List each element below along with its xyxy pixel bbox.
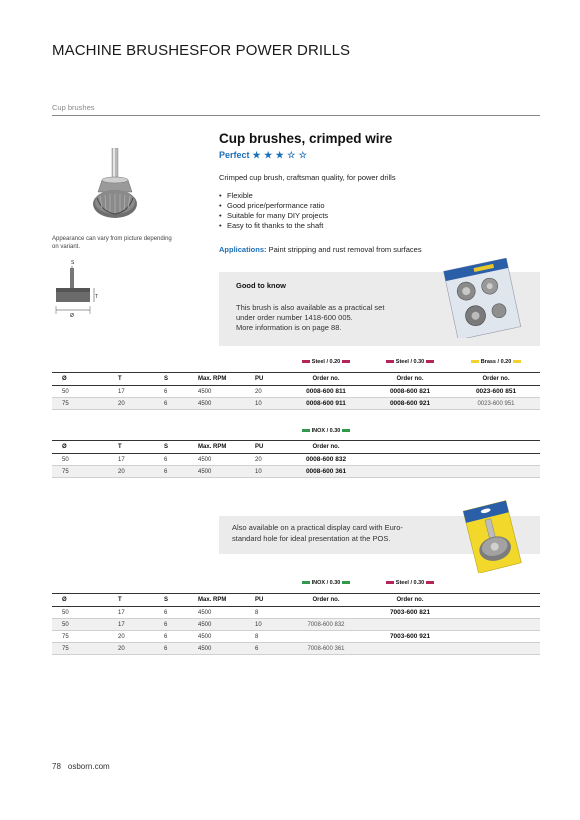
cell: 6	[164, 457, 168, 463]
col-rpm: Max. RPM	[198, 597, 227, 603]
info-line: This brush is also available as a practical set	[236, 303, 385, 312]
col-order: Order no.	[482, 376, 510, 382]
table-row	[52, 619, 540, 631]
col-pu: PU	[255, 597, 264, 603]
feature-item: • Suitable for many DIY projects	[219, 211, 328, 221]
material-steel-030: Steel / 0.30	[368, 580, 452, 586]
cell: 20	[118, 469, 125, 475]
cell: 75	[62, 634, 69, 640]
cell: 4500	[198, 401, 212, 407]
cell: 17	[118, 622, 125, 628]
order-number: 7008-600 832	[307, 622, 345, 628]
cell: 17	[118, 389, 125, 395]
cell: 4500	[198, 457, 212, 463]
order-number: 0008-600 832	[305, 456, 347, 463]
table-row	[52, 454, 540, 466]
feature-item: • Flexible	[219, 191, 328, 201]
cell: 50	[62, 389, 69, 395]
info-line: More information is on page 88.	[236, 323, 342, 332]
order-number: 0008-600 811	[306, 388, 346, 395]
order-table-3	[52, 593, 540, 655]
cell: 20	[255, 457, 262, 463]
order-table-1	[52, 372, 540, 410]
cell: 4500	[198, 389, 212, 395]
cell: 4500	[198, 646, 212, 652]
dimension-diagram	[52, 258, 100, 318]
image-note: Appearance can vary from picture depending on variant.	[52, 236, 172, 250]
page-footer	[52, 762, 117, 771]
cell: 4500	[198, 610, 212, 616]
info-box-text	[236, 303, 426, 333]
order-number: 0008-600 921	[389, 400, 431, 407]
star-icons: ★ ★ ★ ☆ ☆	[252, 150, 308, 160]
col-diameter: Ø	[62, 376, 67, 382]
display-card-image	[456, 499, 528, 573]
feature-list	[219, 191, 328, 231]
brush-set-image	[440, 258, 524, 338]
col-pu: PU	[255, 376, 264, 382]
col-order: Order no.	[312, 597, 340, 603]
applications-text: Paint stripping and rust removal from surfaces	[268, 245, 422, 254]
cell: 6	[164, 646, 168, 652]
feature-item: • Good price/performance ratio	[219, 201, 328, 211]
cell: 75	[62, 646, 69, 652]
page-title: MACHINE BRUSHESFOR POWER DRILLS	[52, 42, 351, 59]
col-order: Order no.	[396, 376, 424, 382]
order-table-2	[52, 440, 540, 478]
col-order: Order no.	[396, 597, 424, 603]
cell: 6	[164, 622, 168, 628]
cell: 4500	[198, 469, 212, 475]
order-number: 7003-600 821	[389, 609, 431, 616]
table-header-row	[52, 440, 540, 454]
cell: 20	[118, 646, 125, 652]
order-number: 0008-600 821	[389, 388, 431, 395]
order-number: 0023-600 851	[475, 388, 517, 395]
cell: 50	[62, 610, 69, 616]
cell: 50	[62, 622, 69, 628]
rating-label: Perfect	[219, 150, 250, 160]
cell: 10	[255, 469, 262, 475]
quality-rating	[219, 150, 307, 161]
col-rpm: Max. RPM	[198, 376, 227, 382]
col-diameter: Ø	[62, 444, 67, 450]
material-inox-030: INOX / 0.30	[284, 580, 368, 586]
display-card-text	[232, 522, 452, 544]
display-line: standard hole for ideal presentation at the POS.	[232, 534, 391, 543]
col-t: T	[118, 597, 122, 603]
cell: 8	[255, 610, 259, 616]
cell: 6	[164, 401, 168, 407]
cell: 17	[118, 610, 125, 616]
info-line: under order number 1418-600 005.	[236, 313, 353, 322]
product-title: Cup brushes, crimped wire	[219, 131, 393, 146]
cell: 6	[255, 646, 259, 652]
cell: 17	[118, 457, 125, 463]
order-number: 7003-600 921	[389, 633, 431, 640]
cell: 50	[62, 457, 69, 463]
cell: 4500	[198, 622, 212, 628]
order-number: 7008-600 361	[307, 646, 345, 652]
cell: 8	[255, 634, 259, 640]
col-diameter: Ø	[62, 597, 67, 603]
table-row	[52, 386, 540, 398]
cell: 75	[62, 469, 69, 475]
cell: 6	[164, 610, 168, 616]
diagram-t-label: T	[95, 294, 99, 300]
material-steel-020: Steel / 0.20	[284, 359, 368, 365]
cell: 6	[164, 634, 168, 640]
footer-site: osborn.com	[67, 762, 110, 771]
col-s: S	[164, 597, 169, 603]
col-t: T	[118, 444, 122, 450]
table-row	[52, 398, 540, 410]
cell: 75	[62, 401, 69, 407]
cup-brush-image	[92, 148, 138, 220]
table-header-row	[52, 372, 540, 386]
col-t: T	[118, 376, 122, 382]
cell: 6	[164, 469, 168, 475]
material-steel-030: Steel / 0.30	[368, 359, 452, 365]
order-number: 0023-600 951	[477, 401, 515, 407]
page-number: 78	[52, 762, 61, 771]
col-order: Order no.	[312, 444, 340, 450]
table-row	[52, 607, 540, 619]
col-pu: PU	[255, 444, 264, 450]
applications	[219, 245, 422, 254]
table-row	[52, 643, 540, 655]
col-rpm: Max. RPM	[198, 444, 227, 450]
info-box-title: Good to know	[236, 281, 286, 290]
material-brass-020: Brass / 0.20	[452, 359, 540, 365]
feature-item: • Easy to fit thanks to the shaft	[219, 221, 328, 231]
section-label: Cup brushes	[52, 103, 95, 112]
cell: 20	[118, 634, 125, 640]
order-number: 0008-600 911	[306, 400, 346, 407]
section-divider	[52, 115, 540, 116]
order-number: 0008-600 361	[305, 468, 347, 475]
cell: 20	[118, 401, 125, 407]
table-row	[52, 466, 540, 478]
col-s: S	[164, 376, 169, 382]
cell: 10	[255, 401, 262, 407]
applications-label: Applications:	[219, 245, 267, 254]
display-line: Also available on a practical display card with Euro-	[232, 523, 403, 532]
cell: 4500	[198, 634, 212, 640]
table-row	[52, 631, 540, 643]
diagram-d-label: Ø	[70, 313, 74, 318]
cell: 6	[164, 389, 168, 395]
col-order: Order no.	[312, 376, 340, 382]
cell: 20	[255, 389, 262, 395]
cell: 10	[255, 622, 262, 628]
material-inox-030: INOX / 0.30	[284, 428, 368, 434]
product-description: Crimped cup brush, craftsman quality, for power drills	[219, 173, 396, 182]
col-s: S	[164, 444, 169, 450]
table-header-row	[52, 593, 540, 607]
diagram-s-label: S	[71, 260, 75, 266]
